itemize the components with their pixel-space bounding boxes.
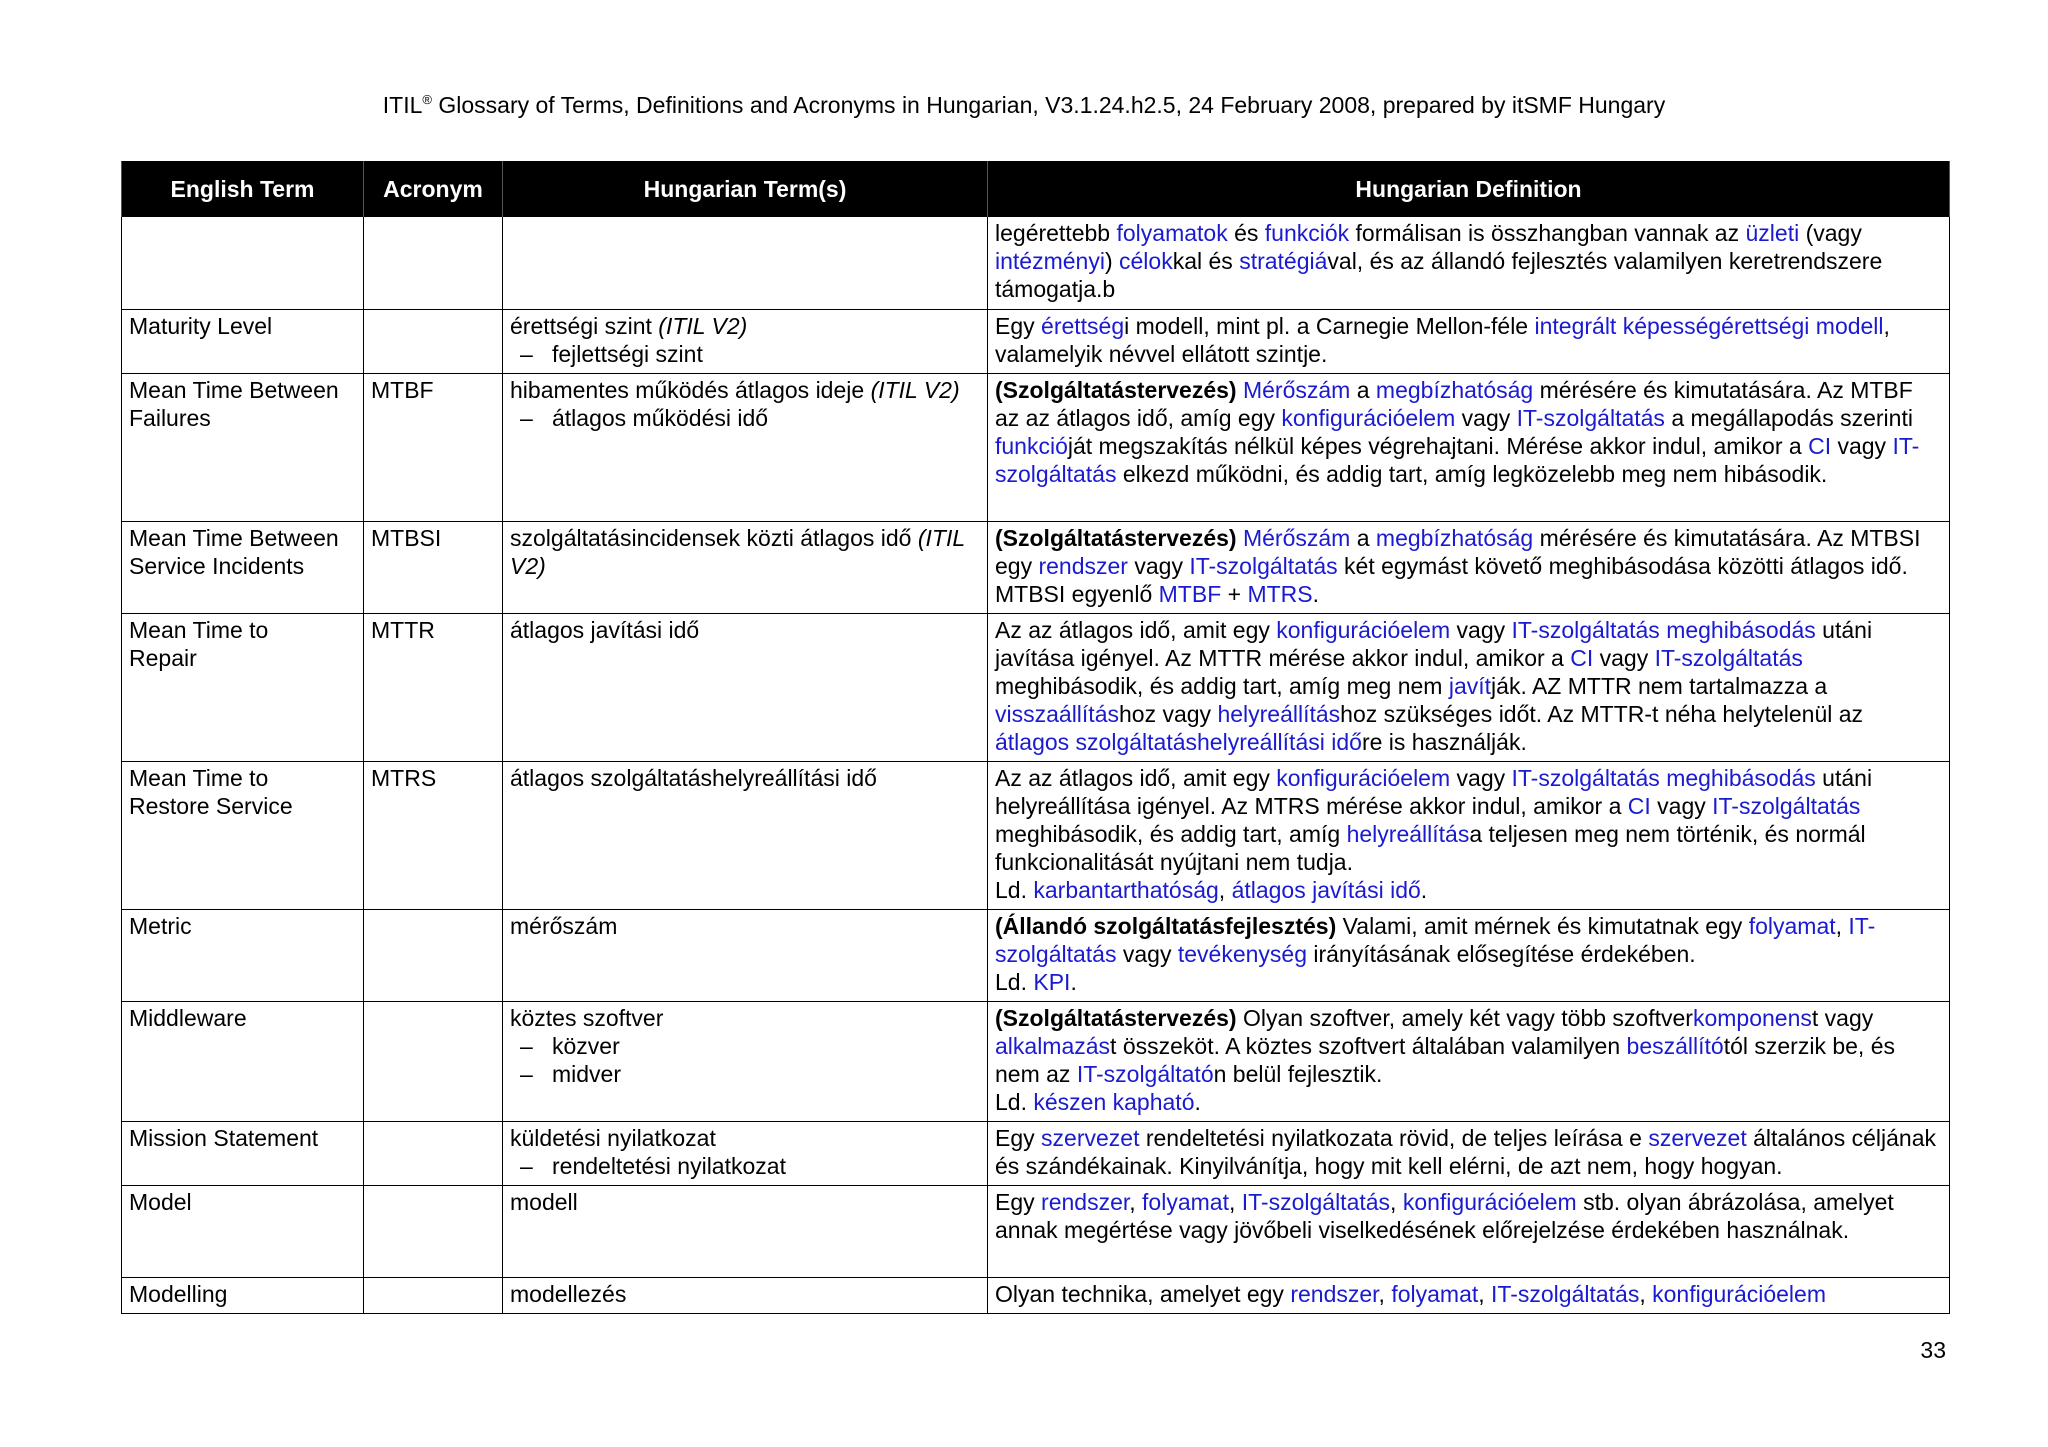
glossary-link[interactable]: intézményi	[995, 248, 1105, 274]
registered-mark: ®	[422, 92, 432, 107]
cell-acronym: MTRS	[364, 761, 503, 909]
definition-text: .	[1070, 968, 1077, 995]
glossary-link[interactable]: IT-szolgáltatás	[1241, 1188, 1391, 1215]
glossary-link[interactable]: folyamat	[1391, 1280, 1479, 1307]
cell-english-term	[122, 1277, 364, 1313]
definition-text: vagy	[1455, 404, 1517, 431]
cell-acronym: MTTR	[364, 613, 503, 761]
glossary-table	[121, 161, 1950, 1314]
definition-text: stb. olyan ábrázolása, amelyet annak megértése vagy jövőbeli viselkedésének előrejelzése érdekében használnak.	[995, 1188, 1894, 1243]
definition-text: ják. AZ MTTR nem tartalmazza a	[1491, 672, 1828, 699]
glossary-link[interactable]: funkciók	[1264, 220, 1350, 246]
glossary-link[interactable]: rendszer	[1290, 1280, 1379, 1307]
term-text: fejlettségi szint	[552, 340, 703, 367]
glossary-link[interactable]: funkció	[995, 432, 1068, 459]
cell-hungarian-definition	[988, 761, 1950, 909]
term-text: érettségi szint	[510, 312, 659, 339]
cell-english-term	[122, 1121, 364, 1185]
definition-text: i modell, mint pl. a Carnegie Mellon-féle	[1124, 312, 1535, 339]
table-row	[122, 613, 1950, 761]
definition-text: ,	[1390, 1188, 1403, 1215]
cell-hungarian-terms	[503, 909, 988, 1001]
cell-hungarian-terms	[503, 1185, 988, 1277]
cell-english-term	[122, 1001, 364, 1121]
definition-text: meghibásodik, és addig tart, amíg meg nem	[995, 672, 1449, 699]
cell-acronym: MTBSI	[364, 521, 503, 613]
definition-text: utáni javítása igényel. Az MTTR mérése akkor indul, amikor a	[995, 616, 1873, 671]
definition-text: t összeköt. A köztes szoftvert általában valamilyen	[1110, 1032, 1627, 1059]
definition-text: és	[1227, 220, 1265, 246]
cell-hungarian-terms	[503, 1277, 988, 1313]
hungarian-synonym	[510, 404, 980, 432]
english-term-line: Mission Statement	[129, 1124, 319, 1151]
version-note: (ITIL V2)	[510, 524, 965, 579]
definition-text: re is használják.	[1361, 728, 1527, 755]
glossary-body	[122, 217, 1950, 1313]
definition-text: mérésére és kimutatására. Az MTBF az az átlagos idő, amíg egy	[995, 376, 1913, 431]
term-text: modellezés	[510, 1280, 627, 1307]
cell-english-term	[122, 1185, 364, 1277]
definition-text: elkezd működni, és addig tart, amíg legközelebb meg nem hibásodik.	[1116, 460, 1828, 487]
cell-hungarian-definition	[988, 521, 1950, 613]
definition-text: tól szerzik be, és nem az	[995, 1032, 1895, 1087]
definition-text: hoz szükséges időt. Az MTTR-t néha helytelenül az	[1340, 700, 1864, 727]
glossary-link[interactable]: helyreállítás	[1217, 700, 1341, 727]
english-term-line: Maturity Level	[129, 312, 273, 339]
page-number: 33	[1920, 1337, 1946, 1363]
definition-text: val, és az állandó fejlesztés valamilyen keretrendszere támogatja.b	[995, 248, 1883, 302]
column-header-hungarian-definition: Hungarian Definition	[988, 161, 1950, 217]
glossary-link[interactable]: konfigurációelem	[1276, 764, 1451, 791]
cell-hungarian-terms	[503, 521, 988, 613]
definition-text: Az az átlagos idő, amit egy	[995, 616, 1277, 643]
term-text: modell	[510, 1188, 578, 1215]
english-term-line: Restore Service	[129, 792, 293, 819]
definition-text: vagy	[1127, 552, 1190, 579]
glossary-link[interactable]: KPI	[1033, 968, 1071, 995]
domain-label: (Szolgáltatástervezés)	[995, 376, 1237, 403]
definition-text: Ld.	[995, 968, 1034, 995]
cell-acronym	[364, 309, 503, 373]
header-title-prefix: ITIL	[382, 92, 423, 118]
column-header-english-term: English Term	[122, 161, 364, 217]
glossary-link[interactable]: készen kapható	[1033, 1088, 1195, 1115]
hungarian-synonym	[510, 1032, 980, 1060]
definition-text: .	[1420, 876, 1428, 903]
definition-text: vagy	[1116, 940, 1178, 967]
cell-hungarian-definition	[988, 373, 1950, 521]
term-text: átlagos szolgáltatáshelyreállítási idő	[510, 764, 877, 791]
term-text: hibamentes működés átlagos ideje	[510, 376, 871, 403]
hungarian-term	[510, 1280, 980, 1308]
table-row	[122, 521, 1950, 613]
glossary-link[interactable]: CI	[1570, 644, 1594, 671]
definition-text: .	[1194, 1088, 1201, 1115]
hungarian-term	[510, 1004, 980, 1032]
english-term-line: Middleware	[129, 1004, 247, 1031]
cell-hungarian-definition	[988, 613, 1950, 761]
cell-acronym	[364, 909, 503, 1001]
cell-acronym	[364, 1121, 503, 1185]
glossary-link[interactable]: CI	[1627, 792, 1651, 819]
definition-text: ,	[1218, 876, 1232, 903]
term-text: mérőszám	[510, 912, 618, 939]
glossary-link[interactable]: folyamat	[1142, 1188, 1229, 1215]
definition-text: hoz vagy	[1118, 700, 1218, 727]
definition-text: Egy	[995, 1188, 1042, 1215]
glossary-link[interactable]: IT-szolgáltatás	[1654, 644, 1803, 671]
table-row	[122, 309, 1950, 373]
english-term-line: Metric	[129, 912, 192, 939]
definition-text: irányításának elősegítése érdekében.	[1306, 940, 1696, 967]
cell-acronym	[364, 1185, 503, 1277]
glossary-link[interactable]: MTBF	[1158, 580, 1222, 607]
definition-text: a	[1350, 524, 1376, 551]
definition-text: )	[1104, 248, 1119, 274]
definition-text: ját megszakítás nélkül képes végrehajtani. Mérése akkor indul, amikor a	[1067, 432, 1809, 459]
cell-hungarian-definition	[988, 1001, 1950, 1121]
cell-hungarian-definition	[988, 909, 1950, 1001]
definition-text: formálisan is összhangban vannak az	[1349, 220, 1746, 246]
definition-text: vagy	[1650, 792, 1713, 819]
cell-hungarian-terms	[503, 1121, 988, 1185]
definition-text: Olyan technika, amelyet egy	[995, 1280, 1291, 1307]
definition-text: legérettebb	[995, 220, 1117, 246]
glossary-link[interactable]: megbízhatóság	[1375, 524, 1534, 551]
definition-text: .	[1312, 580, 1320, 607]
glossary-link[interactable]: MTRS	[1247, 580, 1313, 607]
domain-label: (Szolgáltatástervezés)	[995, 1004, 1237, 1031]
hungarian-term	[510, 764, 980, 792]
glossary-link[interactable]: konfigurációelem	[1402, 1188, 1577, 1215]
english-term-line: Mean Time Between	[129, 524, 339, 551]
term-text: közver	[552, 1032, 620, 1059]
hungarian-term	[510, 1188, 980, 1216]
definition-text: ,	[1129, 1188, 1143, 1215]
hungarian-synonym	[510, 340, 980, 368]
english-term-line: Model	[129, 1188, 192, 1215]
glossary-link[interactable]: megbízhatóság	[1375, 376, 1534, 403]
column-header-hungarian-terms: Hungarian Term(s)	[503, 161, 988, 217]
glossary-link[interactable]: stratégiá	[1239, 248, 1328, 274]
glossary-link[interactable]: Mérőszám	[1242, 376, 1351, 403]
term-text: köztes szoftver	[510, 1004, 664, 1031]
cell-english-term	[122, 909, 364, 1001]
glossary-link[interactable]: alkalmazás	[995, 1032, 1111, 1059]
definition-text: meghibásodik, és addig tart, amíg	[995, 820, 1347, 847]
table-row	[122, 1277, 1950, 1313]
hungarian-term	[510, 376, 980, 404]
column-header-acronym: Acronym	[364, 161, 503, 217]
cell-hungarian-terms	[503, 613, 988, 761]
cell-hungarian-terms	[503, 217, 988, 309]
hungarian-term	[510, 312, 980, 340]
definition-text: a teljesen meg nem történik, és normál funkcionalitását nyújtani nem tudja.	[995, 820, 1866, 875]
domain-label: (Szolgáltatástervezés)	[995, 524, 1237, 551]
version-note: (ITIL V2)	[658, 312, 748, 339]
glossary-link[interactable]: konfigurációelem	[1276, 616, 1451, 643]
cell-english-term	[122, 373, 364, 521]
definition-text: általános céljának és szándékainak. Kinyilvánítja, hogy mit kell elérni, de azt nem, hogy hogyan.	[995, 1124, 1936, 1179]
definition-text: Ld.	[995, 876, 1034, 903]
hungarian-term	[510, 524, 980, 580]
glossary-link[interactable]: konfigurációelem	[1652, 1280, 1826, 1307]
glossary-link[interactable]: IT-szolgáltatás	[995, 432, 1920, 487]
english-term-line: Service Incidents	[129, 552, 305, 579]
definition-text: vagy	[1593, 644, 1655, 671]
table-header-row	[122, 161, 1950, 217]
cell-english-term	[122, 309, 364, 373]
definition-text: +	[1221, 580, 1248, 607]
definition-text: ,	[1478, 1280, 1492, 1307]
definition-text: Valami, amit mérnek és kimutatnak egy	[1336, 912, 1749, 939]
cell-hungarian-terms	[503, 309, 988, 373]
definition-text: , valamelyik névvel ellátott szintje.	[995, 312, 1890, 367]
term-text: rendeltetési nyilatkozat	[552, 1152, 786, 1179]
glossary-link[interactable]: átlagos javítási idő	[1231, 876, 1421, 903]
cell-hungarian-terms	[503, 1001, 988, 1121]
definition-text: vagy	[1831, 432, 1893, 459]
definition-text: kal és	[1172, 248, 1240, 274]
cell-acronym	[364, 217, 503, 309]
english-term-line: Repair	[129, 644, 197, 671]
definition-text: a megállapodás szerinti	[1664, 404, 1913, 431]
glossary-link[interactable]: IT-szolgáltatás	[995, 912, 1876, 967]
glossary-link[interactable]: szervezet	[1648, 1124, 1747, 1151]
glossary-link[interactable]: IT-szolgáltatás meghibásodás	[1511, 764, 1816, 791]
definition-text: a	[1350, 376, 1376, 403]
cell-acronym: MTBF	[364, 373, 503, 521]
definition-text: két egymást követő meghibásodása közötti átlagos idő. MTBSI egyenlő	[995, 552, 1908, 607]
glossary-link[interactable]: Mérőszám	[1242, 524, 1351, 551]
cell-english-term	[122, 613, 364, 761]
page-header	[0, 92, 2048, 119]
glossary-link[interactable]: integrált képességérettségi modell	[1534, 312, 1884, 339]
cell-hungarian-definition	[988, 1277, 1950, 1313]
glossary-link[interactable]: célok	[1119, 248, 1173, 274]
hungarian-synonym	[510, 1152, 980, 1180]
glossary-link[interactable]: helyreállítás	[1346, 820, 1470, 847]
term-text: átlagos működési idő	[552, 404, 769, 431]
table-row	[122, 761, 1950, 909]
english-term-line: Mean Time Between	[129, 376, 339, 403]
cell-english-term	[122, 521, 364, 613]
glossary-link[interactable]: IT-szolgáltatás	[1189, 552, 1338, 579]
glossary-link[interactable]: karbantarthatóság	[1033, 876, 1219, 903]
cell-acronym	[364, 1277, 503, 1313]
definition-text: n belül fejlesztik.	[1213, 1060, 1383, 1087]
definition-text: Az az átlagos idő, amit egy	[995, 764, 1277, 791]
english-term-line: Modelling	[129, 1280, 228, 1307]
version-note: (ITIL V2)	[870, 376, 960, 403]
glossary-link[interactable]: folyamat	[1748, 912, 1836, 939]
glossary-link[interactable]: IT-szolgáltatás	[1712, 792, 1861, 819]
cell-english-term	[122, 217, 364, 309]
glossary-link[interactable]: átlagos szolgáltatáshelyreállítási idő	[995, 728, 1362, 755]
table-row	[122, 1001, 1950, 1121]
definition-text: vagy	[1450, 764, 1512, 791]
hungarian-term	[510, 912, 980, 940]
hungarian-synonym	[510, 1060, 980, 1088]
english-term-line: Mean Time to	[129, 764, 269, 791]
glossary-link[interactable]: komponens	[1692, 1004, 1812, 1031]
english-term-line: Failures	[129, 404, 211, 431]
glossary-link[interactable]: szervezet	[1041, 1124, 1140, 1151]
definition-text: utáni helyreállítása igényel. Az MTRS mérése akkor indul, amikor a	[995, 764, 1873, 819]
definition-text: Olyan szoftver, amely két vagy több szoftver	[1236, 1004, 1693, 1031]
header-title-rest: Glossary of Terms, Definitions and Acronyms in Hungarian, V3.1.24.h2.5, 24 February 2008, prepared by itSMF Hungary	[431, 92, 1666, 118]
definition-text: Ld.	[995, 1088, 1034, 1115]
cell-english-term	[122, 761, 364, 909]
definition-text: mérésére és kimutatására. Az MTBSI egy	[995, 524, 1921, 579]
glossary-link[interactable]: üzleti	[1745, 220, 1800, 246]
term-text: szolgáltatásincidensek közti átlagos idő	[510, 524, 918, 551]
definition-text: Egy	[995, 1124, 1042, 1151]
definition-text: ,	[1378, 1280, 1392, 1307]
cell-acronym	[364, 1001, 503, 1121]
definition-text: Egy	[995, 312, 1042, 339]
glossary-link[interactable]: konfigurációelem	[1281, 404, 1456, 431]
table-row	[122, 909, 1950, 1001]
definition-text: ,	[1639, 1280, 1653, 1307]
glossary-link[interactable]: javít	[1448, 672, 1492, 699]
glossary-link[interactable]: visszaállítás	[995, 700, 1119, 727]
glossary-link[interactable]: IT-szolgáltatás	[1491, 1280, 1640, 1307]
glossary-link[interactable]: beszállító	[1626, 1032, 1724, 1059]
cell-hungarian-definition	[988, 217, 1950, 309]
cell-hungarian-definition	[988, 1185, 1950, 1277]
glossary-link[interactable]: CI	[1808, 432, 1832, 459]
term-text: midver	[552, 1060, 622, 1087]
hungarian-term	[510, 616, 980, 644]
glossary-link[interactable]: IT-szolgáltatás meghibásodás	[1511, 616, 1816, 643]
table-row	[122, 217, 1950, 309]
glossary-link[interactable]: IT-szolgáltatás	[1516, 404, 1665, 431]
definition-text: (vagy	[1799, 220, 1862, 246]
cell-hungarian-definition	[988, 309, 1950, 373]
table-row	[122, 373, 1950, 521]
glossary-link[interactable]: IT-szolgáltató	[1076, 1060, 1214, 1087]
cell-hungarian-terms	[503, 761, 988, 909]
definition-text: ,	[1835, 912, 1849, 939]
glossary-link[interactable]: érettség	[1041, 312, 1125, 339]
definition-text: t vagy	[1811, 1004, 1874, 1031]
term-text: átlagos javítási idő	[510, 616, 700, 643]
domain-label: (Állandó szolgáltatásfejlesztés)	[995, 912, 1337, 939]
cell-hungarian-terms	[503, 373, 988, 521]
table-row	[122, 1121, 1950, 1185]
table-row	[122, 1185, 1950, 1277]
definition-text: ,	[1228, 1188, 1242, 1215]
glossary-link[interactable]: tevékenység	[1177, 940, 1307, 967]
cell-hungarian-definition	[988, 1121, 1950, 1185]
term-text: küldetési nyilatkozat	[510, 1124, 716, 1151]
english-term-line: Mean Time to	[129, 616, 269, 643]
glossary-link[interactable]: rendszer	[1038, 552, 1128, 579]
definition-text: vagy	[1450, 616, 1512, 643]
definition-text: rendeltetési nyilatkozata rövid, de teljes leírása e	[1139, 1124, 1649, 1151]
glossary-link[interactable]: folyamatok	[1116, 220, 1228, 246]
hungarian-term	[510, 1124, 980, 1152]
glossary-link[interactable]: rendszer	[1041, 1188, 1130, 1215]
